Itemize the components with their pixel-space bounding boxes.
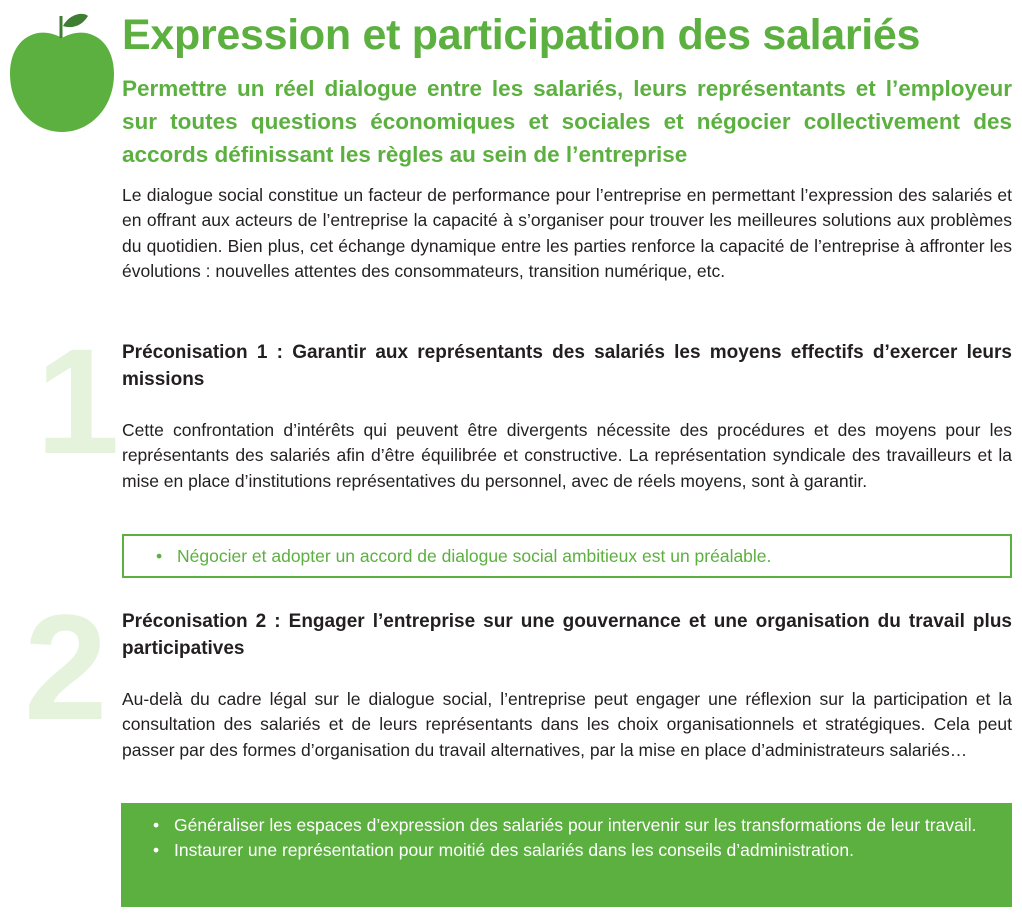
preconisation-2-title: Préconisation 2 : Engager l’entreprise sur une gouvernance et une organisation du travail plus participatives bbox=[122, 611, 1012, 659]
preconisation-1-title: Préconisation 1 : Garantir aux représentants des salariés les moyens effectifs d’exercer leurs missions bbox=[122, 342, 1012, 390]
page-title: Expression et participation des salariés bbox=[122, 11, 921, 59]
preconisation-2-recommendations bbox=[121, 803, 1012, 907]
preconisation-1-recommendations bbox=[122, 534, 1012, 578]
preconisation-2-number: 2 bbox=[24, 583, 108, 751]
page-subtitle: Permettre un réel dialogue entre les salariés, leurs représentants et l’employeur sur toutes questions économiques et sociales et négocier collectivement des accords définissant les règles au sein de l’entreprise bbox=[122, 76, 1012, 167]
apple-icon bbox=[8, 10, 116, 134]
preconisation-1-number: 1 bbox=[36, 317, 120, 485]
preconisation-1-body: Cette confrontation d’intérêts qui peuvent être divergents nécessite des procédures et des moyens pour les représentants des salariés afin d’être équilibrée et constructive. La représentation syndicale des travailleurs et la mise en place d’institutions représentatives du personnel, avec de réels moyens, sont à garantir. bbox=[122, 420, 1012, 491]
intro-paragraph: Le dialogue social constitue un facteur de performance pour l’entreprise en permettant l’expression des salariés et en offrant aux acteurs de l’entreprise la capacité à s’organiser pour trouver les meilleures solutions aux problèmes du quotidien. Bien plus, cet échange dynamique entre les parties renforce la capacité de l’entreprise à affronter les évolutions : nouvelles attentes des consommateurs, transition numérique, etc. bbox=[122, 185, 1012, 281]
recommendation-list bbox=[124, 536, 1010, 569]
recommendation-item: • Instaurer une représentation pour moitié des salariés dans les conseils d’administration. bbox=[153, 838, 1012, 863]
recommendation-item: • Généraliser les espaces d’expression des salariés pour intervenir sur les transformations de leur travail. bbox=[153, 813, 1012, 838]
recommendation-list bbox=[121, 803, 1012, 863]
preconisation-2-body: Au-delà du cadre légal sur le dialogue social, l’entreprise peut engager une réflexion sur la participation et la consultation des salariés et de leurs représentants dans les choix organisationnels et stratégiques. Cela peut passer par des formes d’organisation du travail alternatives, par la mise en place d’administrateurs salariés… bbox=[122, 689, 1012, 760]
recommendation-item: • Négocier et adopter un accord de dialogue social ambitieux est un préalable. bbox=[156, 544, 1010, 569]
